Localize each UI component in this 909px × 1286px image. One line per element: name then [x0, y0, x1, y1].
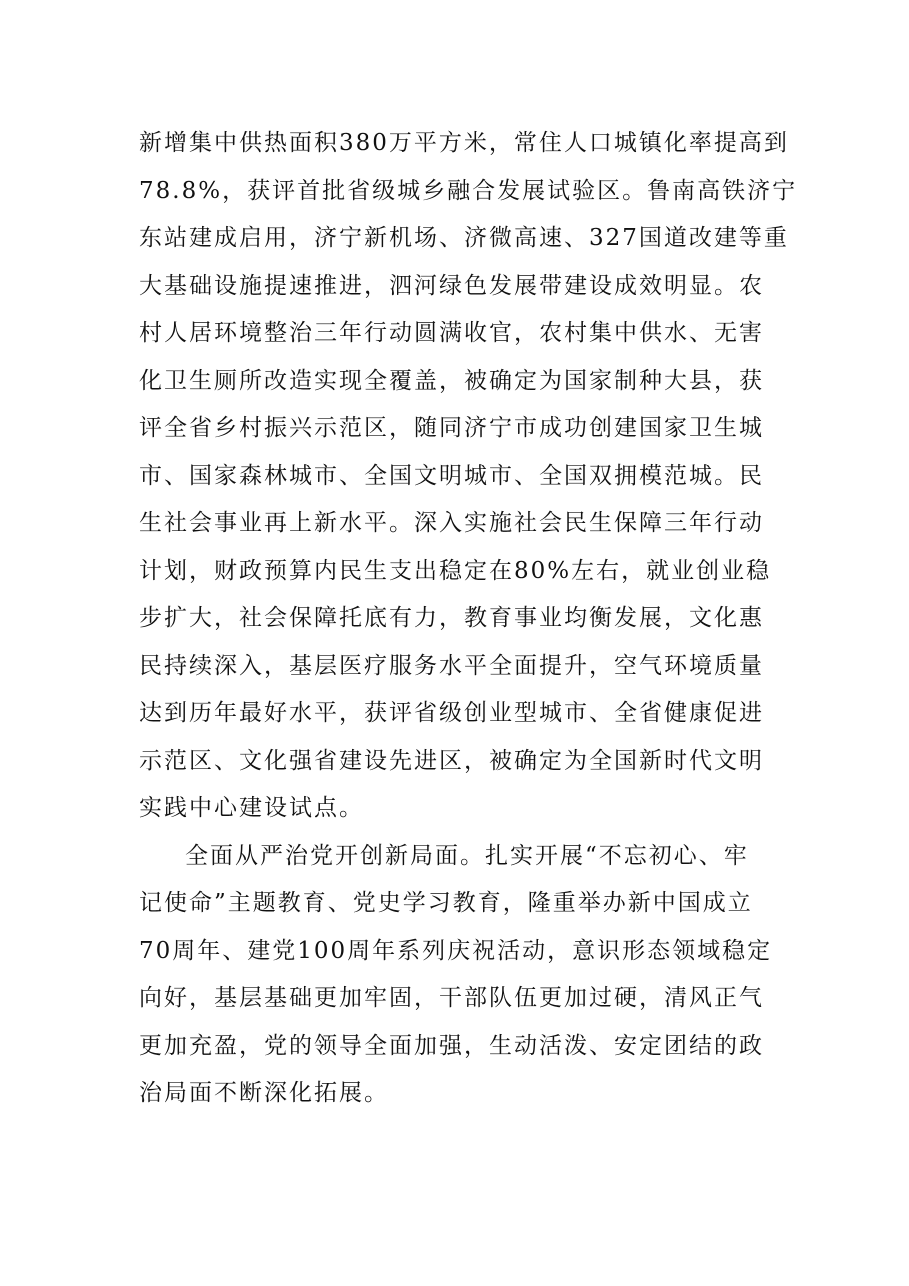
text-line: 全面从严治党开创新局面。扎实开展“不忘初心、牢 [185, 842, 749, 869]
text-line: 实践中心建设试点。 [139, 795, 364, 821]
text-line: 东站建成启用，济宁新机场、济微高速、327国道改建等重 [139, 225, 789, 251]
text-line: 治局面不断深化拓展。 [139, 1080, 389, 1106]
text-line: 新增集中供热面积380万平方米，常住人口城镇化率提高到 [139, 130, 789, 156]
text-line: 大基础设施提速推进，泗河绿色发展带建设成效明显。农 [139, 272, 764, 299]
text-line: 记使命”主题教育、党史学习教育，隆重举办新中国成立 [139, 890, 753, 916]
text-line: 示范区、文化强省建设先进区，被确定为全国新时代文明 [139, 747, 764, 774]
text-line: 市、国家森林城市、全国文明城市、全国双拥模范城。民 [139, 462, 764, 489]
text-line: 更加充盈，党的领导全面加强，生动活泼、安定团结的政 [139, 1032, 764, 1059]
text-line: 生社会事业再上新水平。深入实施社会民生保障三年行动 [139, 510, 764, 536]
document-body [139, 120, 798, 1118]
text-line: 步扩大，社会保障托底有力，教育事业均衡发展，文化惠 [139, 605, 764, 631]
text-line: 村人居环境整治三年行动圆满收官，农村集中供水、无害 [139, 320, 764, 346]
text-line: 70周年、建党100周年系列庆祝活动，意识形态领域稳定 [139, 937, 773, 964]
text-line: 评全省乡村振兴示范区，随同济宁市成功创建国家卫生城 [139, 415, 764, 441]
text-line: 计划，财政预算内民生支出稳定在80%左右，就业创业稳 [139, 557, 772, 584]
paragraph-1 [139, 120, 798, 833]
text-line: 向好，基层基础更加牢固，干部队伍更加过硬，清风正气 [139, 985, 764, 1011]
text-line: 达到历年最好水平，获评省级创业型城市、全省健康促进 [139, 700, 764, 726]
text-line: 化卫生厕所改造实现全覆盖，被确定为国家制种大县，获 [139, 367, 764, 394]
paragraph-2 [139, 833, 779, 1118]
text-line: 78.8%，获评首批省级城乡融合发展试验区。鲁南高铁济宁 [139, 177, 798, 204]
text-line: 民持续深入，基层医疗服务水平全面提升，空气环境质量 [139, 652, 764, 679]
